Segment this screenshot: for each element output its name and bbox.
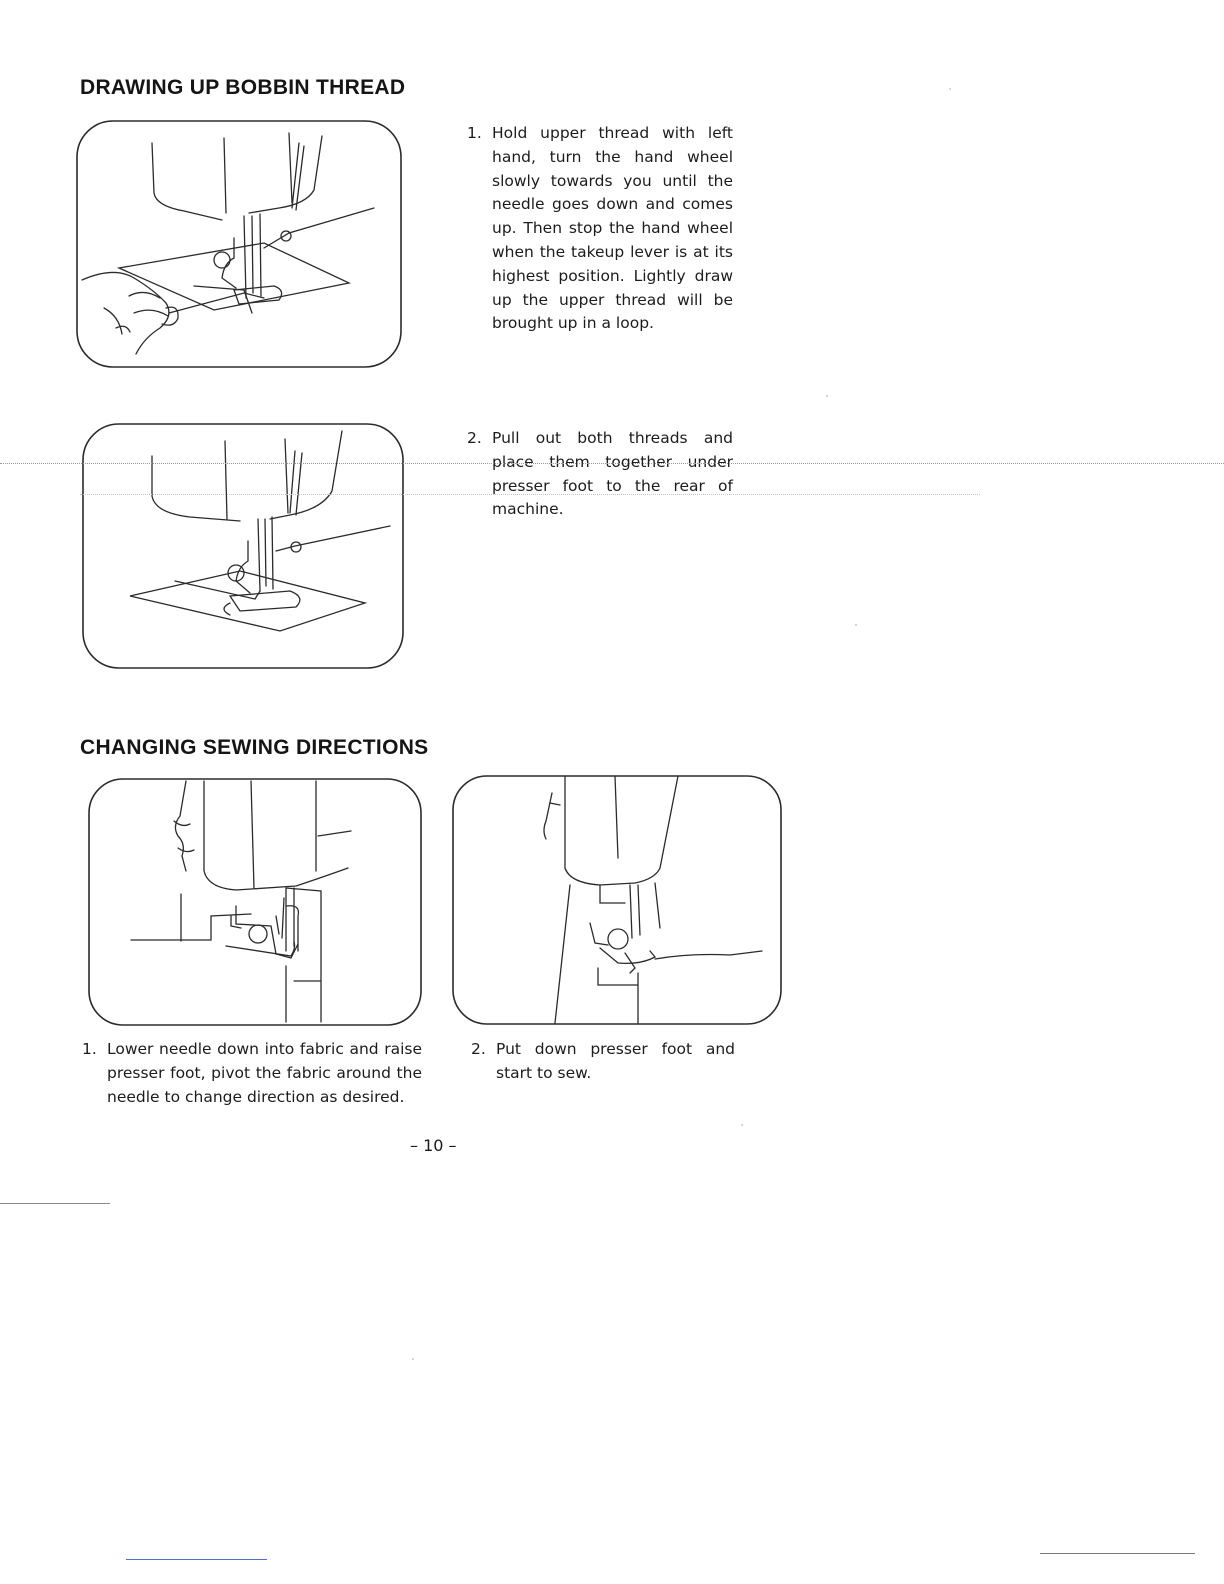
figure-presser-foot-down bbox=[450, 773, 784, 1027]
step-number: 2. bbox=[471, 1040, 486, 1058]
sewing-machine-illustration bbox=[74, 118, 404, 370]
scan-speck bbox=[949, 88, 951, 90]
sewing-machine-illustration bbox=[450, 773, 784, 1027]
scan-artifact-line bbox=[1040, 1553, 1195, 1554]
scan-artifact-line bbox=[80, 494, 980, 495]
section-title-bobbin: DRAWING UP BOBBIN THREAD bbox=[80, 76, 406, 99]
step-text: Pull out both threads and place them together under presser foot to the rear of machine. bbox=[492, 429, 733, 519]
step-number: 1. bbox=[82, 1040, 97, 1058]
section-title-directions: CHANGING SEWING DIRECTIONS bbox=[80, 736, 429, 759]
sewing-machine-illustration bbox=[86, 776, 424, 1028]
step-directions-1 bbox=[82, 1038, 422, 1109]
figure-draw-up-thread bbox=[74, 118, 404, 370]
step-number: 1. bbox=[467, 124, 482, 142]
scan-artifact-blue-rule bbox=[126, 1559, 267, 1560]
scan-speck bbox=[826, 395, 828, 397]
step-number: 2. bbox=[467, 429, 482, 447]
sewing-machine-illustration bbox=[80, 421, 406, 671]
step-text: Hold upper thread with left hand, turn the hand wheel slowly towards you until the needle goes down and comes up. Then stop the hand wheel when the takeup lever is at its highest position. Lightly draw up the upper thread will be brought up in a loop. bbox=[492, 124, 733, 333]
page-number: – 10 – bbox=[410, 1136, 457, 1155]
scan-artifact-line bbox=[0, 1203, 110, 1204]
scan-speck bbox=[855, 624, 857, 626]
step-bobbin-2 bbox=[467, 427, 733, 522]
scan-artifact-line bbox=[0, 463, 1224, 464]
step-text: Lower needle down into fabric and raise presser foot, pivot the fabric around the needle to change direction as desired. bbox=[107, 1040, 422, 1106]
step-bobbin-1 bbox=[467, 122, 733, 336]
figure-pivot-fabric bbox=[86, 776, 424, 1028]
step-directions-2 bbox=[471, 1038, 735, 1086]
scan-speck bbox=[412, 1358, 414, 1360]
scan-speck bbox=[741, 1124, 743, 1126]
step-text: Put down presser foot and start to sew. bbox=[496, 1040, 735, 1082]
figure-threads-under-foot bbox=[80, 421, 406, 671]
